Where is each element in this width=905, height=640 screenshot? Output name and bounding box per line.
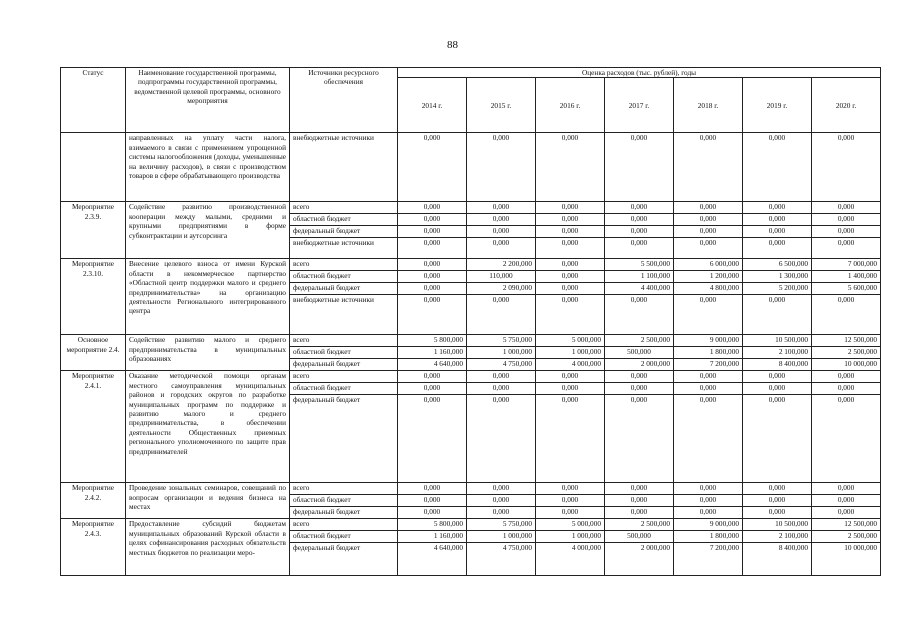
value-cell: 0,000 [674,238,743,259]
value-cell: 0,000 [467,226,536,238]
value-cell: 1 160,000 [398,347,467,359]
value-cell: 2 100,000 [743,347,812,359]
value-cell: 500,000 [605,531,674,543]
value-cell: 0,000 [605,395,674,483]
status-cell: Мероприятие 2.4.2. [61,483,126,519]
value-cell: 0,000 [674,226,743,238]
value-cell: 4 000,000 [536,543,605,576]
value-cell: 9 000,000 [674,335,743,347]
value-cell: 0,000 [536,371,605,383]
value-cell: 0,000 [674,202,743,214]
value-cell: 0,000 [467,483,536,495]
source-cell: федеральный бюджет [290,359,398,371]
name-cell: Предоставление субсидий бюджетам муниципальных образований Курской области в целях софинансирования расходных обязательств местных бюджетов по реализации меро- [126,519,290,576]
value-cell: 10 500,000 [743,519,812,531]
name-cell: Проведение зональных семинаров, совещаний по вопросам организации и ведения бизнеса на местах [126,483,290,519]
value-cell: 7 200,000 [674,543,743,576]
value-cell: 5 750,000 [467,335,536,347]
source-cell: областной бюджет [290,214,398,226]
source-cell: всего [290,335,398,347]
status-cell: Мероприятие 2.4.1. [61,371,126,483]
value-cell: 2 100,000 [743,531,812,543]
value-cell: 0,000 [674,371,743,383]
value-cell: 1 000,000 [467,347,536,359]
value-cell: 0,000 [674,483,743,495]
value-cell: 0,000 [743,507,812,519]
value-cell: 0,000 [398,495,467,507]
value-cell: 0,000 [536,383,605,395]
page-number: 88 [447,39,458,51]
value-cell: 6 500,000 [743,259,812,271]
value-cell: 0,000 [398,295,467,335]
value-cell: 0,000 [398,133,467,202]
source-cell: всего [290,483,398,495]
source-cell: областной бюджет [290,495,398,507]
value-cell: 0,000 [467,238,536,259]
value-cell: 0,000 [605,371,674,383]
value-cell: 0,000 [743,238,812,259]
source-cell: внебюджетные источники [290,133,398,202]
value-cell: 1 000,000 [536,531,605,543]
value-cell: 2 500,000 [812,531,881,543]
value-cell: 5 800,000 [398,519,467,531]
source-cell: внебюджетные источники [290,295,398,335]
value-cell: 0,000 [812,383,881,395]
value-cell: 0,000 [398,238,467,259]
table-row [61,133,881,202]
value-cell: 0,000 [536,259,605,271]
value-cell: 0,000 [536,395,605,483]
value-cell: 0,000 [743,226,812,238]
value-cell: 0,000 [398,259,467,271]
value-cell: 0,000 [812,214,881,226]
value-cell: 10 000,000 [812,543,881,576]
value-cell: 500,000 [605,347,674,359]
value-cell: 0,000 [743,483,812,495]
table-row [61,202,881,214]
value-cell: 0,000 [674,507,743,519]
value-cell: 0,000 [605,238,674,259]
source-cell: всего [290,371,398,383]
value-cell: 0,000 [467,295,536,335]
value-cell: 1 800,000 [674,347,743,359]
value-cell: 2 500,000 [812,347,881,359]
table-row [61,259,881,271]
value-cell: 0,000 [812,483,881,495]
value-cell: 1 300,000 [743,271,812,283]
value-cell: 4 750,000 [467,359,536,371]
value-cell: 2 090,000 [467,283,536,295]
value-cell: 0,000 [467,133,536,202]
value-cell: 0,000 [743,295,812,335]
value-cell: 0,000 [743,371,812,383]
value-cell: 0,000 [812,133,881,202]
status-cell: Мероприятие 2.3.9. [61,202,126,259]
value-cell: 0,000 [743,395,812,483]
value-cell: 0,000 [467,507,536,519]
source-cell: всего [290,519,398,531]
name-cell: Внесение целевого взноса от имени Курской области в некоммерческое партнерство «Областной центр поддержки малого и среднего предпринимательства» на организацию деятельности Регионального интегрированного центра [126,259,290,335]
source-cell: всего [290,259,398,271]
value-cell: 0,000 [467,214,536,226]
value-cell: 1 400,000 [812,271,881,283]
value-cell: 0,000 [605,133,674,202]
value-cell: 1 160,000 [398,531,467,543]
value-cell: 12 500,000 [812,519,881,531]
value-cell: 7 000,000 [812,259,881,271]
value-cell: 0,000 [812,507,881,519]
value-cell: 0,000 [674,214,743,226]
source-cell: областной бюджет [290,531,398,543]
header-year: 2015 г. [467,78,536,133]
header-sources: Источники ресурсного обеспечения [290,68,398,133]
table-row [61,519,881,531]
status-cell [61,133,126,202]
value-cell: 0,000 [812,395,881,483]
table-row [61,483,881,495]
source-cell: всего [290,202,398,214]
value-cell: 2 000,000 [605,543,674,576]
value-cell: 4 400,000 [605,283,674,295]
value-cell: 0,000 [398,283,467,295]
table-row [61,371,881,383]
expenditure-table [60,67,881,576]
header-name: Наименование государственной программы, подпрограммы государственной программы, ведомственной целевой программы, основного мероприятия [126,68,290,133]
value-cell: 0,000 [743,383,812,395]
value-cell: 1 000,000 [467,531,536,543]
source-cell: областной бюджет [290,271,398,283]
value-cell: 0,000 [743,133,812,202]
value-cell: 0,000 [398,507,467,519]
value-cell: 0,000 [398,371,467,383]
value-cell: 4 750,000 [467,543,536,576]
value-cell: 0,000 [674,383,743,395]
source-cell: федеральный бюджет [290,507,398,519]
value-cell: 0,000 [812,226,881,238]
value-cell: 0,000 [605,295,674,335]
source-cell: областной бюджет [290,383,398,395]
name-cell: Содействие развитию малого и среднего предпринимательства в муниципальных образованиях [126,335,290,371]
value-cell: 0,000 [536,483,605,495]
source-cell: федеральный бюджет [290,543,398,576]
value-cell: 0,000 [398,383,467,395]
header-year: 2016 г. [536,78,605,133]
header-year: 2014 г. [398,78,467,133]
name-cell: Содействие развитию производственной кооперации между малыми, средними и крупными предприятиями в форме субконтрактации и аутсорсинга [126,202,290,259]
value-cell: 0,000 [467,371,536,383]
value-cell: 5 600,000 [812,283,881,295]
value-cell: 0,000 [605,202,674,214]
value-cell: 5 750,000 [467,519,536,531]
value-cell: 0,000 [743,495,812,507]
value-cell: 0,000 [674,295,743,335]
value-cell: 0,000 [398,483,467,495]
value-cell: 0,000 [674,133,743,202]
value-cell: 0,000 [743,202,812,214]
value-cell: 0,000 [398,271,467,283]
value-cell: 0,000 [812,238,881,259]
status-cell: Мероприятие 2.3.10. [61,259,126,335]
value-cell: 110,000 [467,271,536,283]
value-cell: 5 200,000 [743,283,812,295]
source-cell: областной бюджет [290,347,398,359]
table-body [61,133,881,576]
status-cell: Основное мероприятие 2.4. [61,335,126,371]
value-cell: 4 800,000 [674,283,743,295]
value-cell: 1 800,000 [674,531,743,543]
value-cell: 12 500,000 [812,335,881,347]
value-cell: 0,000 [536,271,605,283]
value-cell: 5 000,000 [536,335,605,347]
value-cell: 1 200,000 [674,271,743,283]
value-cell: 0,000 [398,226,467,238]
value-cell: 0,000 [536,495,605,507]
value-cell: 2 200,000 [467,259,536,271]
value-cell: 5 800,000 [398,335,467,347]
value-cell: 0,000 [467,202,536,214]
value-cell: 0,000 [536,202,605,214]
status-cell: Мероприятие 2.4.3. [61,519,126,576]
value-cell: 0,000 [812,371,881,383]
name-cell: Оказание методической помощи органам местного самоуправления муниципальных районов и городских округов по разработке муниципальных программ по поддержке и развитию малого и среднего предпринимательства, в обеспечении деятельности Общественных приемных регионального уполномоченного по защите прав предпринимателей [126,371,290,483]
header-year: 2018 г. [674,78,743,133]
header-year: 2017 г. [605,78,674,133]
value-cell: 5 500,000 [605,259,674,271]
value-cell: 0,000 [467,395,536,483]
value-cell: 0,000 [398,214,467,226]
value-cell: 10 000,000 [812,359,881,371]
value-cell: 5 000,000 [536,519,605,531]
value-cell: 1 100,000 [605,271,674,283]
value-cell: 0,000 [605,507,674,519]
table-row [61,335,881,347]
source-cell: федеральный бюджет [290,226,398,238]
value-cell: 0,000 [812,202,881,214]
value-cell: 0,000 [605,214,674,226]
value-cell: 0,000 [398,395,467,483]
value-cell: 6 000,000 [674,259,743,271]
header-row [61,68,881,78]
value-cell: 0,000 [536,295,605,335]
value-cell: 2 500,000 [605,519,674,531]
value-cell: 0,000 [674,395,743,483]
value-cell: 0,000 [536,507,605,519]
value-cell: 0,000 [467,495,536,507]
header-year: 2020 г. [812,78,881,133]
value-cell: 1 000,000 [536,347,605,359]
value-cell: 4 000,000 [536,359,605,371]
value-cell: 8 400,000 [743,543,812,576]
value-cell: 0,000 [605,483,674,495]
value-cell: 0,000 [536,283,605,295]
value-cell: 0,000 [467,383,536,395]
value-cell: 8 400,000 [743,359,812,371]
value-cell: 0,000 [812,495,881,507]
value-cell: 0,000 [536,238,605,259]
value-cell: 0,000 [605,383,674,395]
header-estimate: Оценка расходов (тыс. рублей), годы [398,68,881,78]
header-status: Статус [61,68,126,133]
source-cell: федеральный бюджет [290,395,398,483]
value-cell: 2 500,000 [605,335,674,347]
header-year: 2019 г. [743,78,812,133]
value-cell: 0,000 [536,214,605,226]
value-cell: 2 000,000 [605,359,674,371]
value-cell: 4 640,000 [398,543,467,576]
value-cell: 0,000 [812,295,881,335]
name-cell: направленных на уплату части налога, взимаемого в связи с применением упрощенной системы налогообложения (доходы, уменьшенные на величину расходов), в связи с производством товаров в сфере обрабатывающего производства [126,133,290,202]
value-cell: 0,000 [536,133,605,202]
value-cell: 0,000 [743,214,812,226]
source-cell: внебюджетные источники [290,238,398,259]
value-cell: 0,000 [605,495,674,507]
value-cell: 9 000,000 [674,519,743,531]
value-cell: 10 500,000 [743,335,812,347]
value-cell: 7 200,000 [674,359,743,371]
value-cell: 0,000 [674,495,743,507]
value-cell: 0,000 [605,226,674,238]
source-cell: федеральный бюджет [290,283,398,295]
value-cell: 0,000 [398,202,467,214]
value-cell: 0,000 [536,226,605,238]
value-cell: 4 640,000 [398,359,467,371]
